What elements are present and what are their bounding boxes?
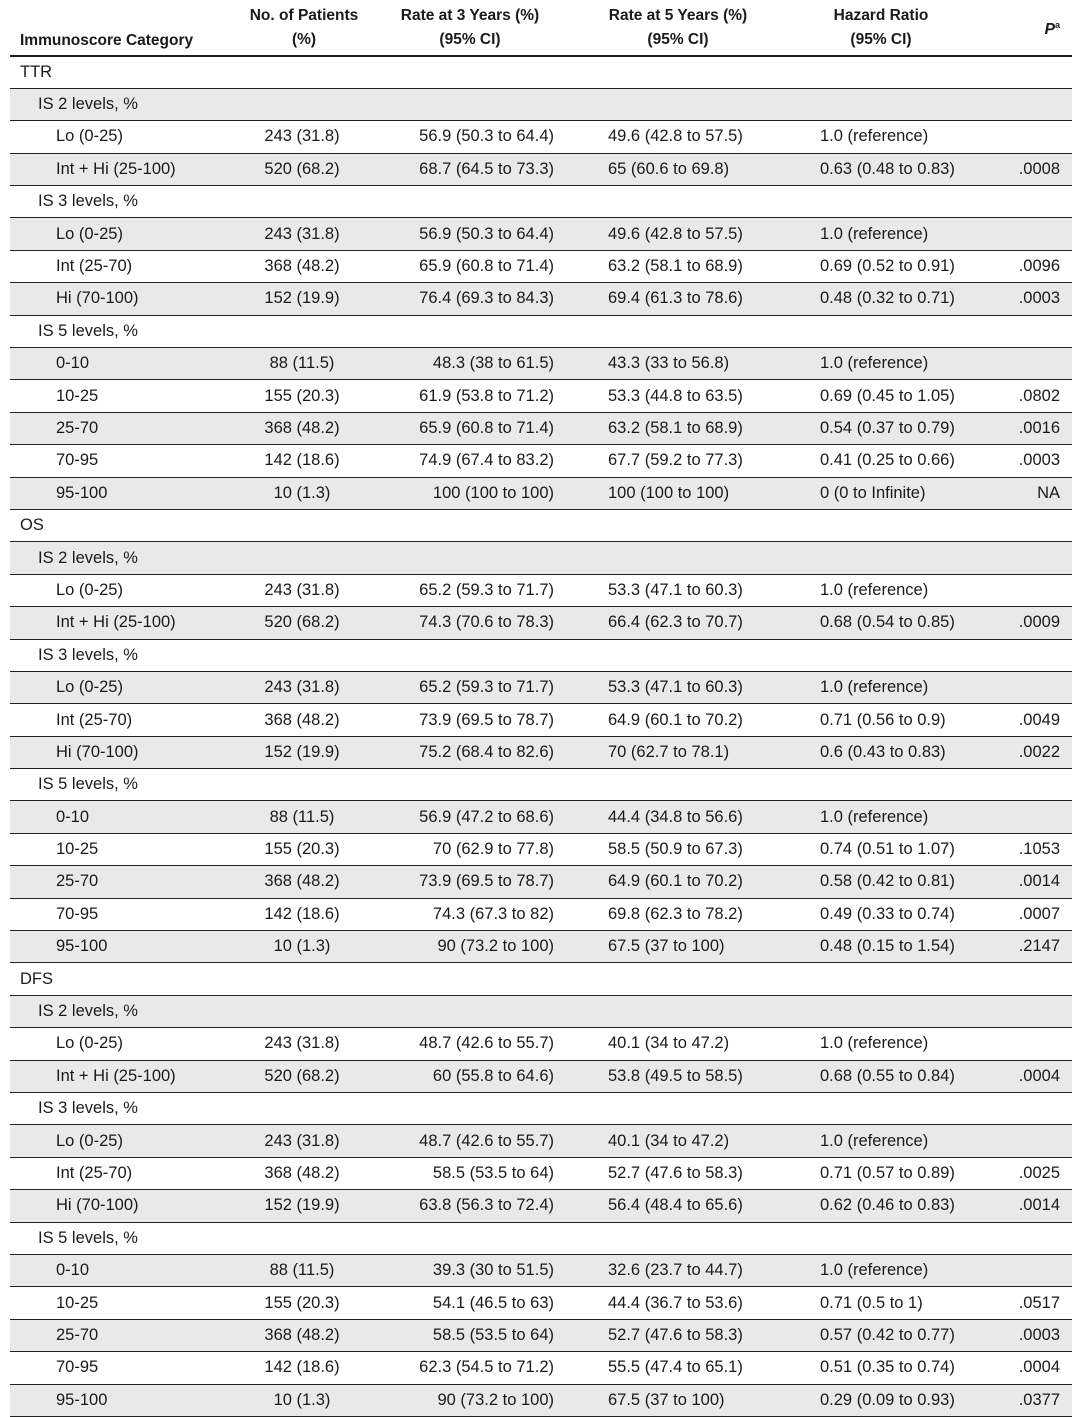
table-row (10, 218, 1072, 250)
row-rate-3-years: 75.2 (68.4 to 82.6) (370, 736, 570, 768)
row-hazard-ratio: 1.0 (reference) (786, 218, 976, 250)
row-rate-3-years: 48.7 (42.6 to 55.7) (370, 1125, 570, 1157)
row-patients: 243 (31.8) (238, 1028, 370, 1060)
row-rate-3-years: 74.3 (67.3 to 82) (370, 898, 570, 930)
header-category: Immunoscore Category (10, 0, 238, 56)
row-rate-5-years: 65 (60.6 to 69.8) (570, 153, 786, 185)
row-rate-3-years: 90 (73.2 to 100) (370, 1384, 570, 1416)
row-p-value: .0049 (976, 704, 1072, 736)
group-row (10, 1222, 1072, 1254)
table-row (10, 671, 1072, 703)
table-row (10, 574, 1072, 606)
table-row (10, 736, 1072, 768)
header-row (10, 0, 1072, 56)
group-title: IS 2 levels, % (10, 542, 1072, 574)
row-rate-5-years: 64.9 (60.1 to 70.2) (570, 704, 786, 736)
row-hazard-ratio: 0.41 (0.25 to 0.66) (786, 445, 976, 477)
row-category-label: 95-100 (10, 931, 238, 963)
row-p-value: .0007 (976, 898, 1072, 930)
row-patients: 520 (68.2) (238, 1060, 370, 1092)
row-rate-5-years: 53.3 (47.1 to 60.3) (570, 574, 786, 606)
table-row (10, 1125, 1072, 1157)
group-row (10, 769, 1072, 801)
row-rate-3-years: 73.9 (69.5 to 78.7) (370, 704, 570, 736)
row-patients: 155 (20.3) (238, 1287, 370, 1319)
row-category-label: Hi (70-100) (10, 1190, 238, 1222)
row-p-value: .0016 (976, 412, 1072, 444)
table-row (10, 1287, 1072, 1319)
group-title: IS 5 levels, % (10, 1222, 1072, 1254)
row-p-value: .0003 (976, 445, 1072, 477)
section-row (10, 963, 1072, 995)
table-row (10, 801, 1072, 833)
group-title: IS 3 levels, % (10, 639, 1072, 671)
table-row (10, 412, 1072, 444)
row-hazard-ratio: 1.0 (reference) (786, 671, 976, 703)
group-title: IS 5 levels, % (10, 315, 1072, 347)
row-rate-5-years: 49.6 (42.8 to 57.5) (570, 218, 786, 250)
row-p-value: .0004 (976, 1060, 1072, 1092)
table-row (10, 1384, 1072, 1416)
table-row (10, 477, 1072, 509)
row-category-label: 10-25 (10, 833, 238, 865)
row-patients: 243 (31.8) (238, 574, 370, 606)
row-category-label: Lo (0-25) (10, 218, 238, 250)
row-category-label: Int + Hi (25-100) (10, 607, 238, 639)
row-p-value (976, 1028, 1072, 1060)
row-patients: 88 (11.5) (238, 348, 370, 380)
row-hazard-ratio: 0.69 (0.45 to 1.05) (786, 380, 976, 412)
row-hazard-ratio: 0.68 (0.55 to 0.84) (786, 1060, 976, 1092)
row-rate-5-years: 69.4 (61.3 to 78.6) (570, 283, 786, 315)
row-category-label: Lo (0-25) (10, 121, 238, 153)
table-row (10, 121, 1072, 153)
row-rate-5-years: 53.3 (44.8 to 63.5) (570, 380, 786, 412)
group-row (10, 186, 1072, 218)
row-rate-3-years: 76.4 (69.3 to 84.3) (370, 283, 570, 315)
row-patients: 243 (31.8) (238, 218, 370, 250)
row-rate-3-years: 60 (55.8 to 64.6) (370, 1060, 570, 1092)
table-row (10, 380, 1072, 412)
row-category-label: Lo (0-25) (10, 1125, 238, 1157)
row-patients: 368 (48.2) (238, 250, 370, 282)
row-p-value (976, 671, 1072, 703)
row-p-value (976, 348, 1072, 380)
row-patients: 520 (68.2) (238, 607, 370, 639)
row-category-label: Int (25-70) (10, 250, 238, 282)
immunoscore-results-table (10, 0, 1072, 1417)
row-rate-5-years: 100 (100 to 100) (570, 477, 786, 509)
row-category-label: 25-70 (10, 866, 238, 898)
table-row (10, 348, 1072, 380)
row-hazard-ratio: 0.58 (0.42 to 0.81) (786, 866, 976, 898)
row-patients: 152 (19.9) (238, 283, 370, 315)
row-p-value: .0008 (976, 153, 1072, 185)
group-title: IS 5 levels, % (10, 769, 1072, 801)
row-rate-5-years: 67.5 (37 to 100) (570, 931, 786, 963)
row-p-value: .0377 (976, 1384, 1072, 1416)
table-row (10, 704, 1072, 736)
row-hazard-ratio: 0.6 (0.43 to 0.83) (786, 736, 976, 768)
row-patients: 142 (18.6) (238, 898, 370, 930)
table-row (10, 1190, 1072, 1222)
row-hazard-ratio: 1.0 (reference) (786, 1028, 976, 1060)
row-rate-3-years: 65.2 (59.3 to 71.7) (370, 574, 570, 606)
row-patients: 10 (1.3) (238, 931, 370, 963)
row-rate-3-years: 62.3 (54.5 to 71.2) (370, 1352, 570, 1384)
row-hazard-ratio: 1.0 (reference) (786, 348, 976, 380)
row-rate-5-years: 53.8 (49.5 to 58.5) (570, 1060, 786, 1092)
row-rate-5-years: 56.4 (48.4 to 65.6) (570, 1190, 786, 1222)
row-rate-5-years: 70 (62.7 to 78.1) (570, 736, 786, 768)
row-hazard-ratio: 0.48 (0.32 to 0.71) (786, 283, 976, 315)
row-p-value: .0014 (976, 866, 1072, 898)
row-hazard-ratio: 1.0 (reference) (786, 1254, 976, 1286)
row-p-value: .0096 (976, 250, 1072, 282)
row-patients: 142 (18.6) (238, 1352, 370, 1384)
table-row (10, 898, 1072, 930)
row-patients: 155 (20.3) (238, 380, 370, 412)
row-rate-3-years: 56.9 (50.3 to 64.4) (370, 121, 570, 153)
row-hazard-ratio: 0.68 (0.54 to 0.85) (786, 607, 976, 639)
row-rate-3-years: 65.9 (60.8 to 71.4) (370, 250, 570, 282)
row-category-label: Lo (0-25) (10, 671, 238, 703)
row-category-label: 95-100 (10, 1384, 238, 1416)
row-category-label: Int (25-70) (10, 1157, 238, 1189)
row-patients: 368 (48.2) (238, 866, 370, 898)
row-category-label: 25-70 (10, 1319, 238, 1351)
row-hazard-ratio: 0.57 (0.42 to 0.77) (786, 1319, 976, 1351)
group-row (10, 542, 1072, 574)
row-hazard-ratio: 1.0 (reference) (786, 574, 976, 606)
row-rate-5-years: 40.1 (34 to 47.2) (570, 1028, 786, 1060)
row-patients: 368 (48.2) (238, 412, 370, 444)
row-rate-3-years: 74.3 (70.6 to 78.3) (370, 607, 570, 639)
row-category-label: 70-95 (10, 898, 238, 930)
row-rate-5-years: 69.8 (62.3 to 78.2) (570, 898, 786, 930)
row-hazard-ratio: 0.48 (0.15 to 1.54) (786, 931, 976, 963)
group-row (10, 88, 1072, 120)
table-row (10, 1028, 1072, 1060)
row-patients: 155 (20.3) (238, 833, 370, 865)
row-category-label: 0-10 (10, 801, 238, 833)
row-p-value: .0003 (976, 1319, 1072, 1351)
row-rate-3-years: 56.9 (50.3 to 64.4) (370, 218, 570, 250)
row-p-value: .0003 (976, 283, 1072, 315)
row-rate-3-years: 90 (73.2 to 100) (370, 931, 570, 963)
row-p-value: .1053 (976, 833, 1072, 865)
row-p-value: .0009 (976, 607, 1072, 639)
row-rate-3-years: 63.8 (56.3 to 72.4) (370, 1190, 570, 1222)
row-p-value: .2147 (976, 931, 1072, 963)
row-rate-5-years: 44.4 (36.7 to 53.6) (570, 1287, 786, 1319)
table-row (10, 250, 1072, 282)
row-p-value: .0014 (976, 1190, 1072, 1222)
row-hazard-ratio: 0.54 (0.37 to 0.79) (786, 412, 976, 444)
table-row (10, 1319, 1072, 1351)
row-rate-5-years: 67.5 (37 to 100) (570, 1384, 786, 1416)
row-patients: 243 (31.8) (238, 671, 370, 703)
row-patients: 368 (48.2) (238, 1319, 370, 1351)
row-category-label: Int + Hi (25-100) (10, 153, 238, 185)
row-rate-3-years: 65.2 (59.3 to 71.7) (370, 671, 570, 703)
row-patients: 368 (48.2) (238, 704, 370, 736)
row-rate-3-years: 48.7 (42.6 to 55.7) (370, 1028, 570, 1060)
table-row (10, 153, 1072, 185)
row-p-value (976, 574, 1072, 606)
row-category-label: Int (25-70) (10, 704, 238, 736)
row-rate-5-years: 58.5 (50.9 to 67.3) (570, 833, 786, 865)
row-category-label: 25-70 (10, 412, 238, 444)
table-row (10, 866, 1072, 898)
section-row (10, 509, 1072, 541)
row-patients: 152 (19.9) (238, 736, 370, 768)
row-hazard-ratio: 1.0 (reference) (786, 801, 976, 833)
row-p-value: .0517 (976, 1287, 1072, 1319)
row-rate-3-years: 58.5 (53.5 to 64) (370, 1157, 570, 1189)
row-rate-3-years: 61.9 (53.8 to 71.2) (370, 380, 570, 412)
row-p-value: .0004 (976, 1352, 1072, 1384)
row-rate-3-years: 68.7 (64.5 to 73.3) (370, 153, 570, 185)
group-title: IS 3 levels, % (10, 1093, 1072, 1125)
table-row (10, 283, 1072, 315)
row-rate-3-years: 100 (100 to 100) (370, 477, 570, 509)
table-row (10, 1157, 1072, 1189)
row-rate-3-years: 54.1 (46.5 to 63) (370, 1287, 570, 1319)
row-hazard-ratio: 0.69 (0.52 to 0.91) (786, 250, 976, 282)
row-hazard-ratio: 0.71 (0.56 to 0.9) (786, 704, 976, 736)
row-hazard-ratio: 0.51 (0.35 to 0.74) (786, 1352, 976, 1384)
row-rate-5-years: 63.2 (58.1 to 68.9) (570, 250, 786, 282)
group-title: IS 2 levels, % (10, 995, 1072, 1027)
group-title: IS 3 levels, % (10, 186, 1072, 218)
row-p-value (976, 121, 1072, 153)
section-row (10, 56, 1072, 88)
row-hazard-ratio: 0.62 (0.46 to 0.83) (786, 1190, 976, 1222)
header-patients: No. of Patients (%) (238, 0, 370, 56)
row-rate-5-years: 43.3 (33 to 56.8) (570, 348, 786, 380)
row-patients: 10 (1.3) (238, 477, 370, 509)
table-row (10, 833, 1072, 865)
row-hazard-ratio: 0.63 (0.48 to 0.83) (786, 153, 976, 185)
header-rate-3-years: Rate at 3 Years (%) (95% CI) (370, 0, 570, 56)
row-rate-3-years: 56.9 (47.2 to 68.6) (370, 801, 570, 833)
header-p-value: $P^a$ (976, 0, 1072, 56)
table-row (10, 445, 1072, 477)
table-row (10, 1060, 1072, 1092)
row-rate-5-years: 64.9 (60.1 to 70.2) (570, 866, 786, 898)
row-hazard-ratio: 0.74 (0.51 to 1.07) (786, 833, 976, 865)
row-rate-5-years: 52.7 (47.6 to 58.3) (570, 1319, 786, 1351)
row-patients: 152 (19.9) (238, 1190, 370, 1222)
row-patients: 88 (11.5) (238, 801, 370, 833)
row-p-value (976, 1125, 1072, 1157)
row-hazard-ratio: 1.0 (reference) (786, 121, 976, 153)
row-category-label: 10-25 (10, 1287, 238, 1319)
row-hazard-ratio: 0.71 (0.5 to 1) (786, 1287, 976, 1319)
table-header (10, 0, 1072, 56)
row-rate-5-years: 44.4 (34.8 to 56.6) (570, 801, 786, 833)
row-p-value: .0022 (976, 736, 1072, 768)
row-rate-5-years: 40.1 (34 to 47.2) (570, 1125, 786, 1157)
row-category-label: Int + Hi (25-100) (10, 1060, 238, 1092)
row-category-label: Hi (70-100) (10, 283, 238, 315)
row-hazard-ratio: 1.0 (reference) (786, 1125, 976, 1157)
row-hazard-ratio: 0 (0 to Infinite) (786, 477, 976, 509)
table-row (10, 1254, 1072, 1286)
header-rate-5-years: Rate at 5 Years (%) (95% CI) (570, 0, 786, 56)
table-body (10, 56, 1072, 1416)
table-row (10, 931, 1072, 963)
row-rate-3-years: 48.3 (38 to 61.5) (370, 348, 570, 380)
row-rate-5-years: 49.6 (42.8 to 57.5) (570, 121, 786, 153)
row-rate-5-years: 55.5 (47.4 to 65.1) (570, 1352, 786, 1384)
row-category-label: Lo (0-25) (10, 1028, 238, 1060)
group-title: IS 2 levels, % (10, 88, 1072, 120)
row-patients: 142 (18.6) (238, 445, 370, 477)
row-p-value: .0025 (976, 1157, 1072, 1189)
row-rate-3-years: 73.9 (69.5 to 78.7) (370, 866, 570, 898)
row-p-value: NA (976, 477, 1072, 509)
row-p-value (976, 1254, 1072, 1286)
row-category-label: 70-95 (10, 445, 238, 477)
row-category-label: Hi (70-100) (10, 736, 238, 768)
section-title: OS (10, 509, 1072, 541)
row-hazard-ratio: 0.71 (0.57 to 0.89) (786, 1157, 976, 1189)
row-rate-3-years: 65.9 (60.8 to 71.4) (370, 412, 570, 444)
row-rate-5-years: 53.3 (47.1 to 60.3) (570, 671, 786, 703)
row-p-value: .0802 (976, 380, 1072, 412)
row-category-label: 70-95 (10, 1352, 238, 1384)
row-patients: 520 (68.2) (238, 153, 370, 185)
group-row (10, 1093, 1072, 1125)
row-rate-3-years: 58.5 (53.5 to 64) (370, 1319, 570, 1351)
header-hazard-ratio: Hazard Ratio (95% CI) (786, 0, 976, 56)
row-rate-5-years: 67.7 (59.2 to 77.3) (570, 445, 786, 477)
row-rate-5-years: 66.4 (62.3 to 70.7) (570, 607, 786, 639)
section-title: DFS (10, 963, 1072, 995)
table-row (10, 607, 1072, 639)
row-patients: 88 (11.5) (238, 1254, 370, 1286)
row-patients: 10 (1.3) (238, 1384, 370, 1416)
row-rate-5-years: 52.7 (47.6 to 58.3) (570, 1157, 786, 1189)
group-row (10, 995, 1072, 1027)
row-category-label: Lo (0-25) (10, 574, 238, 606)
row-category-label: 0-10 (10, 348, 238, 380)
row-category-label: 0-10 (10, 1254, 238, 1286)
row-patients: 243 (31.8) (238, 121, 370, 153)
row-rate-5-years: 63.2 (58.1 to 68.9) (570, 412, 786, 444)
group-row (10, 315, 1072, 347)
row-category-label: 95-100 (10, 477, 238, 509)
row-rate-5-years: 32.6 (23.7 to 44.7) (570, 1254, 786, 1286)
section-title: TTR (10, 56, 1072, 88)
row-rate-3-years: 70 (62.9 to 77.8) (370, 833, 570, 865)
row-hazard-ratio: 0.29 (0.09 to 0.93) (786, 1384, 976, 1416)
group-row (10, 639, 1072, 671)
row-p-value (976, 801, 1072, 833)
row-category-label: 10-25 (10, 380, 238, 412)
row-p-value (976, 218, 1072, 250)
table-row (10, 1352, 1072, 1384)
row-rate-3-years: 74.9 (67.4 to 83.2) (370, 445, 570, 477)
row-rate-3-years: 39.3 (30 to 51.5) (370, 1254, 570, 1286)
row-hazard-ratio: 0.49 (0.33 to 0.74) (786, 898, 976, 930)
row-patients: 368 (48.2) (238, 1157, 370, 1189)
row-patients: 243 (31.8) (238, 1125, 370, 1157)
